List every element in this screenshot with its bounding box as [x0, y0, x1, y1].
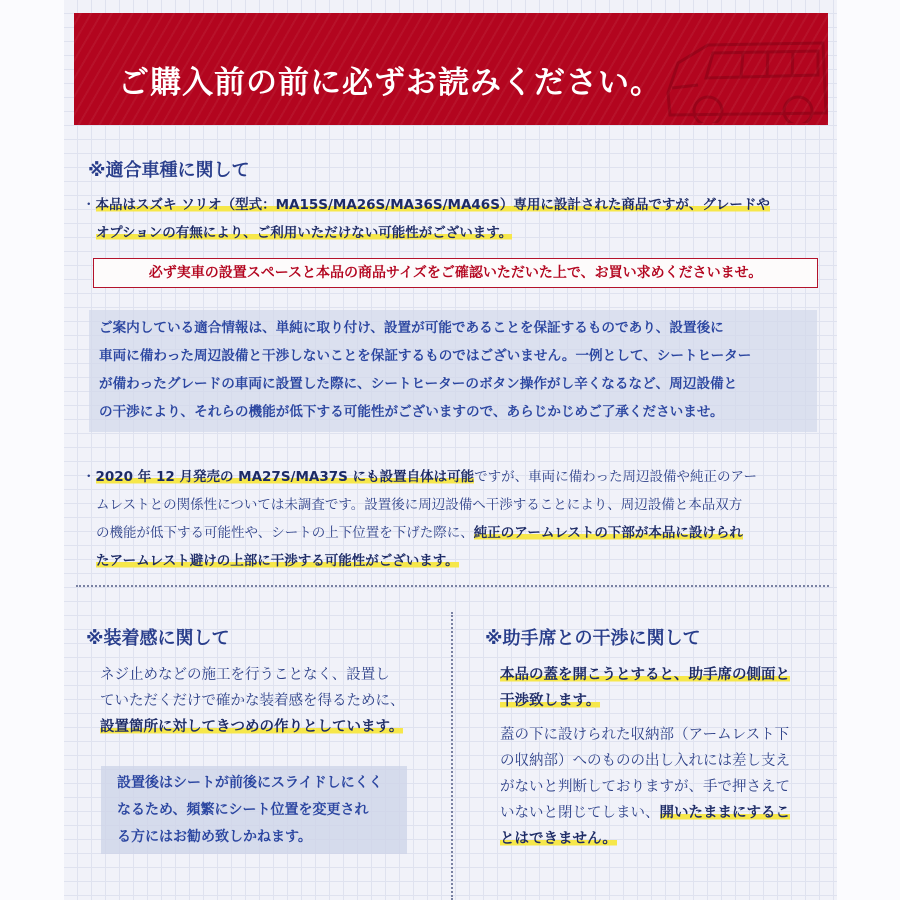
compat-bullet-2-text: ですが、車両に備わった周辺設備や純正のアー	[474, 469, 758, 485]
compat-bullet-1	[82, 191, 770, 247]
document-sheet	[64, 0, 837, 900]
fit-description	[100, 662, 405, 740]
seat-line: いないと閉じてしまい、	[500, 805, 660, 821]
fit-line: ていただくだけで確かな装着感を得るために、	[100, 693, 405, 709]
bullet-marker: ・	[82, 469, 96, 485]
header-banner	[74, 13, 828, 125]
section-divider-horizontal	[76, 585, 829, 587]
compat-bullet-1-line-1: 本品はスズキ ソリオ（型式：MA15S/MA26S/MA36S/MA46S）専用に設計された商品ですが、グレードや	[95, 197, 770, 213]
banner-title: ご購入前の前に必ずお読みください。	[118, 65, 662, 101]
section-heading-compat: ※適合車種に関して	[88, 160, 250, 181]
note-line: る方にはお勧め致しかねます。	[117, 829, 312, 845]
fit-highlight: 設置箇所に対してきつめの作りとしています。	[100, 719, 404, 735]
compat-bullet-2-highlight: 2020 年 12 月発売の MA27S/MA37S にも設置自体は可能	[95, 469, 475, 485]
compat-bullet-2-highlight: たアームレスト避けの上部に干渉する可能性がございます。	[96, 553, 459, 569]
purchase-warning: 必ず実車の設置スペースと本品の商品サイズをご確認いただいた上で、お買い求めくださいませ。	[93, 258, 818, 288]
seat-highlight: 本品の蓋を開こうとすると、助手席の側面と	[500, 667, 790, 683]
seat-line: がないと判断しておりますが、手で押さえて	[500, 779, 790, 795]
section-heading-fit: ※装着感に関して	[86, 628, 230, 649]
seat-highlight: 開いたままにするこ	[659, 805, 790, 821]
info-line: ご案内している適合情報は、単純に取り付け、設置が可能であることを保証するものであり、設置後に	[99, 320, 724, 336]
compat-info-box	[89, 310, 817, 432]
note-line: 設置後はシートが前後にスライドしにくく	[117, 775, 383, 791]
seat-description	[500, 662, 790, 852]
car-illustration-icon	[658, 23, 828, 123]
info-line: が備わったグレードの車両に設置した際に、シートヒーターのボタン操作がし辛くなるなど、周辺設備と	[99, 376, 738, 392]
section-divider-vertical	[451, 612, 453, 900]
bullet-marker: ・	[82, 197, 96, 213]
seat-highlight: 干渉致します。	[500, 693, 601, 709]
section-heading-seat: ※助手席との干渉に関して	[485, 628, 701, 649]
compat-bullet-2-highlight: 純正のアームレストの下部が本品に設けられ	[473, 525, 743, 541]
fit-line: ネジ止めなどの施工を行うことなく、設置し	[100, 667, 390, 683]
note-line: なるため、頻繁にシート位置を変更され	[117, 802, 369, 818]
info-line: の干渉により、それらの機能が低下する可能性がございますので、あらじかじめご了承くださいませ。	[99, 404, 724, 420]
seat-line: 蓋の下に設けられた収納部（アームレスト下	[500, 727, 790, 743]
compat-bullet-2-text: の機能が低下する可能性や、シートの上下位置を下げた際に、	[96, 525, 474, 541]
info-line: 車両に備わった周辺設備と干渉しないことを保証するものではございません。一例として、シートヒーター	[99, 348, 752, 364]
compat-bullet-2-text: ムレストとの関係性については未調査です。設置後に周辺設備へ干渉することにより、周辺設備と本品双方	[96, 497, 743, 513]
fit-note-box	[101, 766, 407, 854]
seat-line: の収納部）へのものの出し入れには差し支え	[500, 753, 790, 769]
seat-highlight: とはできません。	[500, 831, 617, 847]
compat-bullet-2	[82, 463, 757, 575]
compat-bullet-1-line-2: オプションの有無により、ご利用いただけない可能性がございます。	[96, 225, 513, 241]
